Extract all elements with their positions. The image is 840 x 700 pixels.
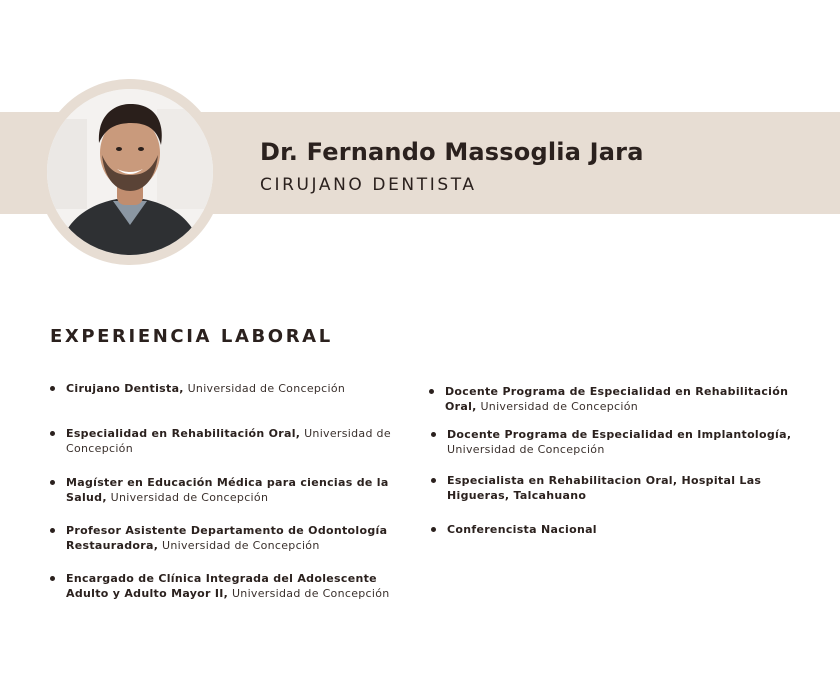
experience-title: Especialidad en Rehabilitación Oral,	[66, 427, 301, 440]
experience-item	[66, 523, 396, 553]
experience-title: Encargado de Clínica Integrada del Adolescente Adulto y Adulto Mayor II,	[66, 572, 377, 600]
experience-item	[447, 427, 792, 457]
experience-title: Docente Programa de Especialidad en Implantología,	[447, 428, 792, 441]
bullet-icon	[50, 431, 55, 436]
experience-title: Cirujano Dentista,	[66, 382, 184, 395]
experience-institution: Universidad de Concepción	[158, 539, 320, 552]
bullet-icon	[50, 528, 55, 533]
experience-institution: Universidad de Concepción	[106, 491, 269, 504]
bullet-icon	[50, 576, 55, 581]
bullet-icon	[50, 480, 55, 485]
experience-institution: Universidad de Concepción	[183, 382, 346, 395]
bullet-icon	[431, 527, 436, 532]
bullet-icon	[431, 478, 436, 483]
bullet-icon	[50, 386, 55, 391]
experience-title: Magíster en Educación Médica para ciencias de la Salud,	[66, 476, 389, 504]
bullet-icon	[431, 432, 436, 437]
experience-title: Conferencista Nacional	[447, 523, 597, 536]
experience-institution: Universidad de Concepción	[228, 587, 390, 600]
avatar	[47, 89, 213, 255]
bullet-icon	[429, 389, 434, 394]
doctor-name: Dr. Fernando Massoglia Jara	[260, 138, 644, 166]
experience-title: Docente Programa de Especialidad en Rehabilitación Oral,	[445, 385, 789, 413]
experience-item	[66, 381, 396, 396]
experience-institution: Universidad de Concepción	[476, 400, 639, 413]
experience-item	[66, 571, 406, 601]
experience-institution: Universidad de Concepción	[66, 427, 391, 455]
experience-item	[66, 475, 396, 505]
experience-item	[447, 473, 777, 503]
experience-institution: Universidad de Concepción	[447, 443, 605, 456]
experience-item	[447, 522, 777, 537]
experience-title: Profesor Asistente Departamento de Odontología Restauradora,	[66, 524, 388, 552]
experience-title: Especialista en Rehabilitacion Oral, Hospital Las Higueras, Talcahuano	[447, 474, 762, 502]
section-title-experience: EXPERIENCIA LABORAL	[50, 326, 333, 347]
portrait-photo	[47, 89, 213, 255]
experience-item	[445, 384, 790, 414]
experience-item	[66, 426, 396, 456]
doctor-role: CIRUJANO DENTISTA	[260, 175, 477, 195]
